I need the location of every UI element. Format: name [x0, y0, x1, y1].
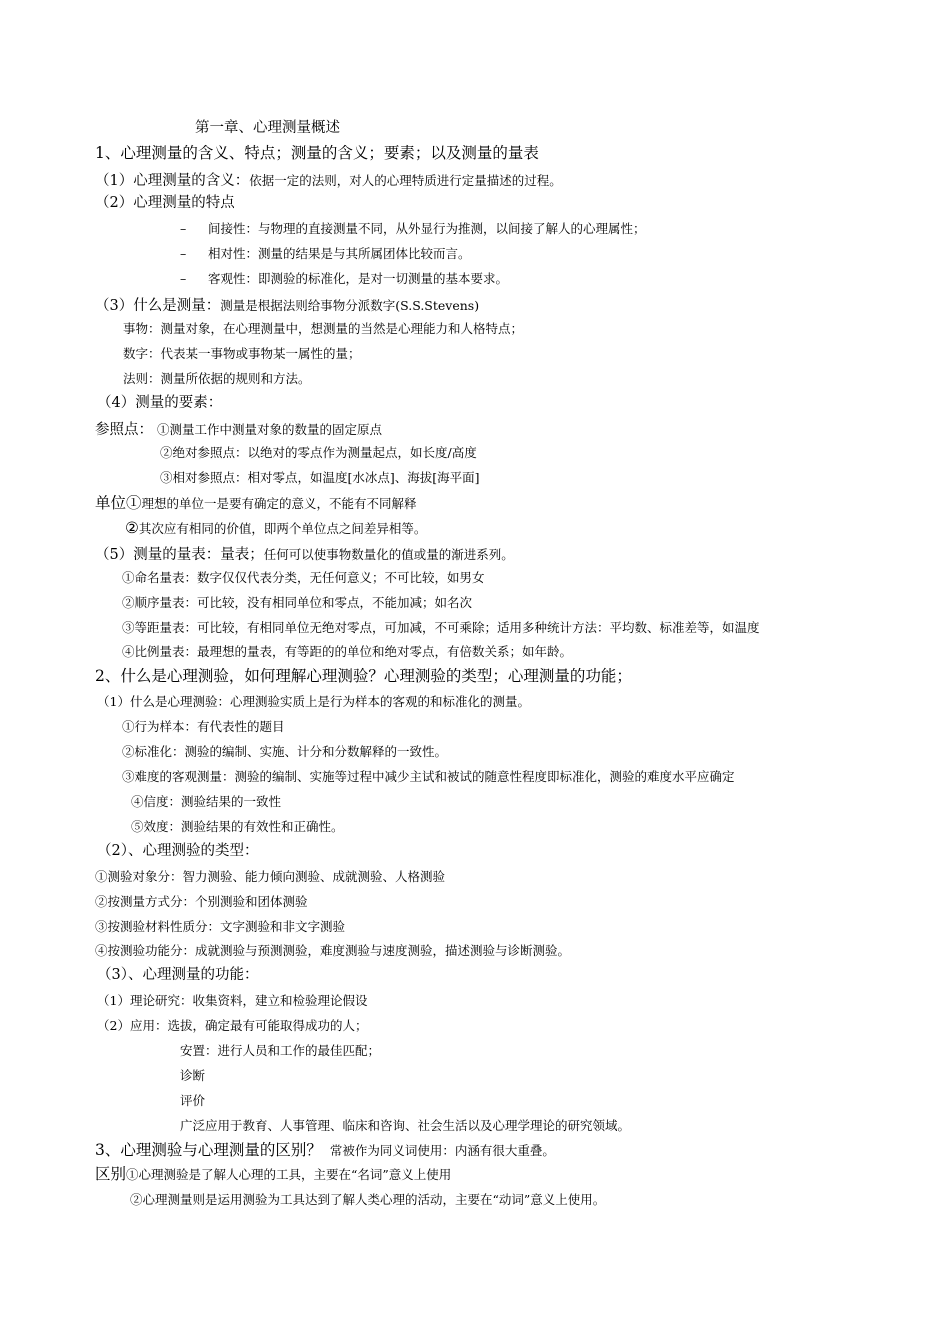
type-item: ④按测验功能分：成就测验与预测测验，难度测验与速度测验，描述测验与诊断测验。	[95, 943, 571, 958]
unit-text: 理想的单位一是要有确定的意义，不能有不同解释	[141, 496, 417, 511]
measurement-line	[95, 297, 479, 314]
function-heading: （3）、心理测量的功能：	[97, 967, 259, 983]
reference-item: ②绝对参照点：以绝对的零点作为测量起点，如长度/高度	[160, 445, 477, 460]
scale-item: ③等距量表：可比较，有相同单位无绝对零点，可加减，不可乘除；适用多种统计方法：平均数、标准差等，如温度	[122, 620, 760, 635]
rule-line: 法则：测量所依据的规则和方法。	[123, 371, 311, 386]
test-item: ③难度的客观测量：测验的编制、实施等过程中减少主试和被试的随意性程度即标准化，测验的难度水平应确定	[122, 769, 735, 784]
question-3-heading: 3、心理测验与心理测量的区别？	[95, 1141, 322, 1159]
function-subitem: 诊断	[180, 1068, 206, 1083]
feature-item: – 间接性：与物理的直接测量不同，从外显行为推测，以间接了解人的心理属性；	[180, 221, 646, 236]
measurement-heading: （3）什么是测量：	[95, 298, 221, 314]
meaning-text: 依据一定的法则，对人的心理特质进行定量描述的过程。	[249, 173, 562, 188]
reference-item: ③相对参照点：相对零点，如温度[水冰点]、海拔[海平面]	[160, 470, 480, 485]
test-item: ⑤效度：测验结果的有效性和正确性。	[131, 819, 344, 834]
test-item: ④信度：测验结果的一致性	[131, 794, 282, 809]
test-item: ②标准化：测验的编制、实施、计分和分数解释的一致性。	[122, 744, 448, 759]
scale-line	[95, 546, 514, 563]
chapter-title: 第一章、心理测量概述	[195, 120, 340, 136]
scale-item: ④比例量表：最理想的量表，有等距的的单位和绝对零点，有倍数关系；如年龄。	[122, 644, 573, 659]
reference-label: 参照点：	[95, 422, 153, 438]
difference-item: ②心理测量则是运用测验为工具达到了解人类心理的活动，主要在“动词”意义上使用。	[130, 1192, 606, 1207]
unit-text: 其次应有相同的价值，即两个单位点之间差异相等。	[138, 521, 427, 536]
type-item: ①测验对象分：智力测验、能力倾向测验、成就测验、人格测验	[95, 869, 446, 884]
meaning-heading: （1）心理测量的含义：	[95, 173, 250, 189]
scale-heading: （5）测量的量表：量表；	[95, 547, 264, 563]
reference-line	[95, 421, 382, 438]
test-definition: （1）什么是心理测验：心理测验实质上是行为样本的客观的和标准化的测量。	[97, 694, 530, 709]
difference-line	[95, 1166, 451, 1183]
function-item: （1）理论研究：收集资料，建立和检验理论假设	[97, 993, 368, 1008]
type-item: ②按测量方式分：个别测验和团体测验	[95, 894, 308, 909]
elements-heading: （4）测量的要素：	[97, 395, 223, 411]
feature-item: – 相对性：测量的结果是与其所属团体比较而言。	[180, 246, 471, 261]
types-heading: （2）、心理测验的类型：	[97, 843, 259, 859]
function-subitem: 安置：进行人员和工作的最佳匹配；	[180, 1043, 381, 1058]
unit-line	[95, 495, 417, 512]
type-item: ③按测验材料性质分：文字测验和非文字测验	[95, 919, 346, 934]
thing-line: 事物：测量对象，在心理测量中，想测量的当然是心理能力和人格特点；	[123, 321, 524, 336]
number-line: 数字：代表某一事物或事物某一属性的量；	[123, 346, 361, 361]
feature-item: – 客观性：即测验的标准化，是对一切测量的基本要求。	[180, 271, 509, 286]
function-subitem: 广泛应用于教育、人事管理、临床和咨询、社会生活以及心理学理论的研究领域。	[180, 1118, 631, 1133]
unit-mark: ②	[125, 519, 139, 537]
question-3-line	[95, 1142, 555, 1159]
function-subitem: 评价	[180, 1093, 206, 1108]
scale-item: ②顺序量表：可比较，没有相同单位和零点，不能加减；如名次	[122, 595, 473, 610]
question-2-heading: 2、什么是心理测验，如何理解心理测验？心理测验的类型；心理测量的功能；	[95, 667, 632, 685]
question-3-text: 常被作为同义词使用：内涵有很大重叠。	[329, 1143, 555, 1158]
unit-label: 单位①	[95, 494, 142, 512]
difference-label: 区别	[95, 1165, 127, 1183]
unit-line	[125, 520, 426, 537]
scale-text: 任何可以使事物数量化的值或量的渐进系列。	[263, 547, 514, 562]
features-heading: （2）心理测量的特点	[95, 195, 235, 211]
question-1-heading: 1、心理测量的含义、特点；测量的含义；要素；以及测量的量表	[95, 144, 539, 162]
test-item: ①行为样本：有代表性的题目	[122, 719, 285, 734]
reference-text: ①测量工作中测量对象的数量的固定原点	[157, 422, 383, 437]
meaning-line	[95, 172, 562, 189]
function-item: （2）应用：选拔，确定最有可能取得成功的人；	[97, 1018, 368, 1033]
measurement-text: 测量是根据法则给事物分派数字(S.S.Stevens)	[220, 298, 480, 313]
difference-text: ①心理测验是了解人心理的工具，主要在“名词”意义上使用	[126, 1167, 452, 1182]
scale-item: ①命名量表：数字仅仅代表分类，无任何意义；不可比较，如男女	[122, 570, 485, 585]
